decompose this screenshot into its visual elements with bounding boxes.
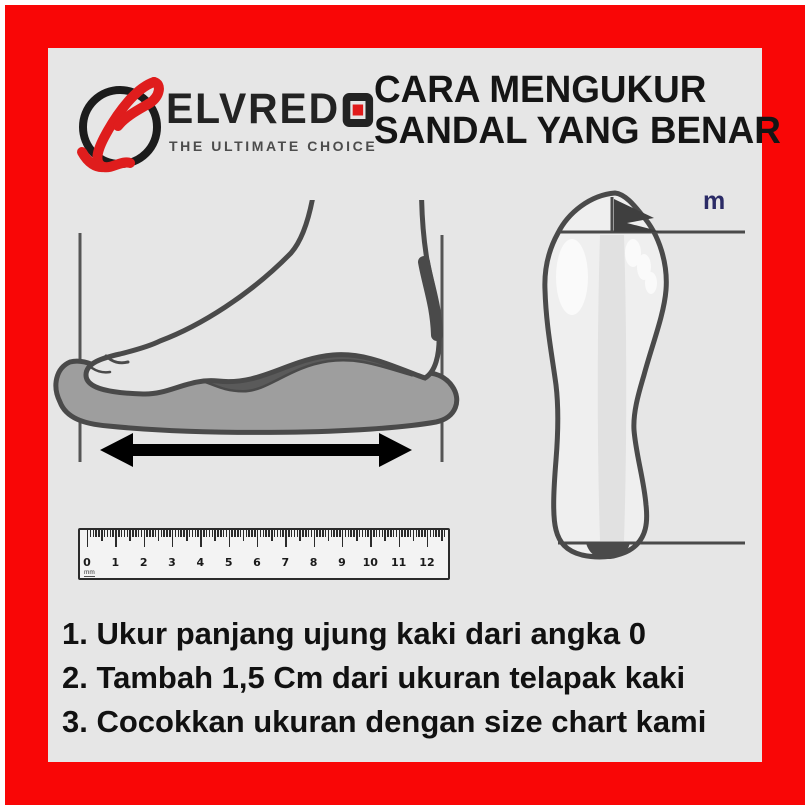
ruler-tick: [376, 530, 377, 537]
brand-tagline: THE ULTIMATE CHOICE: [169, 138, 378, 154]
ruler-tick: [297, 530, 298, 537]
ruler-tick: [393, 530, 394, 537]
elvredo-logo-icon: [66, 70, 171, 175]
title-line-2: SANDAL YANG BENAR: [374, 110, 781, 153]
instruction-list: [62, 612, 706, 744]
ruler-tick: [87, 530, 88, 547]
ruler-tick: [333, 530, 334, 537]
ruler-number: 2: [139, 556, 148, 569]
ruler-tick: [180, 530, 181, 537]
ruler-tick: [416, 530, 417, 537]
ruler-number: 0: [83, 556, 91, 569]
ruler-tick: [186, 530, 187, 541]
ruler-tick: [203, 530, 204, 537]
ruler-number: 7: [281, 556, 290, 569]
ruler-tick: [214, 530, 215, 541]
instruction-step-1: 1. Ukur panjang ujung kaki dari angka 0: [62, 616, 646, 651]
ruler-tick: [353, 530, 354, 537]
ruler-tick: [438, 530, 439, 537]
ruler-tick: [141, 530, 142, 537]
ruler-tick: [161, 530, 162, 537]
ruler-tick: [356, 530, 357, 541]
ruler-tick: [183, 530, 184, 537]
ruler-tick: [144, 530, 145, 547]
ruler-tick: [178, 530, 179, 537]
ruler-tick: [98, 530, 99, 537]
ruler-tick: [433, 530, 434, 537]
ruler-tick: [413, 530, 414, 541]
ruler-number: 12: [419, 556, 435, 569]
ruler-tick: [314, 530, 315, 547]
ruler-tick: [404, 530, 405, 537]
ruler-tick: [401, 530, 402, 537]
ruler-tick: [370, 530, 371, 547]
toe-flag-arrow: [614, 199, 662, 232]
instruction-step-2: 2. Tambah 1,5 Cm dari ukuran telapak kaki: [62, 660, 686, 695]
ruler-tick: [331, 530, 332, 537]
foot-measure-diagram: [48, 200, 478, 540]
ruler-tick: [127, 530, 128, 537]
ruler-tick: [152, 530, 153, 537]
ruler-tick: [240, 530, 241, 537]
ruler-tick: [384, 530, 385, 541]
content-area: [48, 48, 781, 762]
ruler-tick: [229, 530, 230, 547]
ruler-tick: [192, 530, 193, 537]
ruler-tick: [135, 530, 136, 537]
ruler-tick: [365, 530, 366, 537]
ruler-tick: [444, 530, 445, 537]
ruler-tick: [110, 530, 111, 537]
ruler-tick: [325, 530, 326, 537]
ruler-tick: [209, 530, 210, 537]
ruler-tick: [158, 530, 159, 541]
ruler-number: 9: [338, 556, 346, 569]
ruler-tick: [382, 530, 383, 537]
brand-letter-o: [343, 93, 373, 127]
ruler-tick: [379, 530, 380, 537]
page-title: [374, 70, 781, 152]
ruler-tick: [271, 530, 272, 541]
ruler-tick: [129, 530, 130, 541]
ruler-tick: [316, 530, 317, 537]
ruler-tick: [93, 530, 94, 537]
ruler-tick: [138, 530, 139, 537]
ruler-tick: [282, 530, 283, 537]
ruler-tick: [265, 530, 266, 537]
ruler-tick: [166, 530, 167, 537]
ruler-tick: [226, 530, 227, 537]
ruler-tick: [410, 530, 411, 537]
ruler-tick: [345, 530, 346, 537]
ruler-tick: [248, 530, 249, 537]
ruler-tick: [274, 530, 275, 537]
ruler-tick: [223, 530, 224, 537]
brand-wordmark: [166, 85, 373, 133]
ruler-tick: [90, 530, 91, 537]
ruler-tick: [308, 530, 309, 537]
ruler-tick: [149, 530, 150, 537]
ruler-tick: [155, 530, 156, 537]
ruler-tick: [280, 530, 281, 537]
ruler-tick: [362, 530, 363, 537]
ruler-number: 10: [362, 556, 378, 569]
ruler-tick: [294, 530, 295, 537]
foot-outline: [86, 200, 439, 394]
ruler-tick: [435, 530, 436, 537]
ruler-tick: [291, 530, 292, 537]
ruler-tick: [367, 530, 368, 537]
ruler-tick: [268, 530, 269, 537]
ruler-tick: [237, 530, 238, 537]
ruler-tick: [115, 530, 116, 547]
ruler-tick: [387, 530, 388, 537]
ruler: [78, 528, 450, 580]
red-dot-icon: [353, 104, 363, 115]
ruler-tick: [217, 530, 218, 537]
ruler-tick: [373, 530, 374, 537]
toe-imprint-3: [645, 272, 657, 294]
ruler-tick: [339, 530, 340, 537]
ruler-tick: [288, 530, 289, 537]
ruler-tick: [112, 530, 113, 537]
ruler-tick: [359, 530, 360, 537]
ruler-tick: [107, 530, 108, 537]
ruler-tick: [305, 530, 306, 537]
ruler-tick: [285, 530, 286, 547]
ruler-unit-label: mm: [84, 568, 95, 576]
ruler-tick: [277, 530, 278, 537]
ruler-tick: [260, 530, 261, 537]
instruction-step-3: 3. Cocokkan ukuran dengan size chart kami: [62, 704, 707, 739]
ruler-number: 6: [253, 556, 261, 569]
ruler-tick: [169, 530, 170, 537]
ruler-tick: [396, 530, 397, 537]
ruler-tick: [172, 530, 173, 547]
ruler-tick: [124, 530, 125, 537]
measure-label: m: [703, 187, 726, 215]
ruler-tick: [95, 530, 96, 537]
ruler-tick: [189, 530, 190, 537]
big-toe-imprint: [556, 239, 588, 315]
ruler-tick: [348, 530, 349, 537]
ruler-tick: [200, 530, 201, 547]
ruler-tick: [311, 530, 312, 537]
ruler-tick: [302, 530, 303, 537]
ruler-tick: [328, 530, 329, 541]
ruler-tick: [427, 530, 428, 547]
ruler-tick: [257, 530, 258, 547]
ruler-tick: [418, 530, 419, 537]
ruler-tick: [212, 530, 213, 537]
ruler-tick: [322, 530, 323, 537]
ruler-tick: [254, 530, 255, 537]
ruler-number: 4: [196, 556, 205, 569]
ruler-tick: [220, 530, 221, 537]
ruler-number: 11: [390, 556, 407, 569]
ruler-tick: [336, 530, 337, 537]
ruler-number: 3: [168, 556, 176, 569]
ruler-tick: [163, 530, 164, 537]
brand-text: ELVRED: [166, 85, 341, 133]
insole-center-band: [598, 235, 627, 541]
ruler-tick: [299, 530, 300, 541]
ruler-tick: [104, 530, 105, 537]
ruler-tick: [350, 530, 351, 537]
ruler-tick: [146, 530, 147, 537]
ruler-tick: [263, 530, 264, 537]
ruler-tick: [175, 530, 176, 537]
ruler-tick: [246, 530, 247, 537]
ruler-tick: [101, 530, 102, 541]
ruler-tick: [319, 530, 320, 537]
ruler-tick: [121, 530, 122, 537]
ruler-number: 8: [309, 556, 318, 569]
ruler-tick: [407, 530, 408, 537]
ruler-tick: [197, 530, 198, 537]
ruler-tick: [231, 530, 232, 537]
ruler-tick: [206, 530, 207, 537]
ruler-tick: [195, 530, 196, 537]
ruler-tick: [421, 530, 422, 537]
ruler-tick: [390, 530, 391, 537]
ruler-tick: [342, 530, 343, 547]
ruler-tick: [424, 530, 425, 537]
ruler-number: 5: [224, 556, 233, 569]
ruler-tick: [132, 530, 133, 537]
ruler-tick: [234, 530, 235, 537]
ruler-tick: [430, 530, 431, 537]
ruler-tick: [118, 530, 119, 537]
insole-diagram: [530, 185, 762, 575]
ruler-tick: [243, 530, 244, 541]
ruler-tick: [251, 530, 252, 537]
ruler-tick: [441, 530, 442, 541]
ruler-number: 1: [111, 556, 120, 569]
length-arrow: [100, 433, 412, 467]
title-line-1: CARA MENGUKUR: [374, 69, 707, 111]
ruler-tick: [399, 530, 400, 547]
